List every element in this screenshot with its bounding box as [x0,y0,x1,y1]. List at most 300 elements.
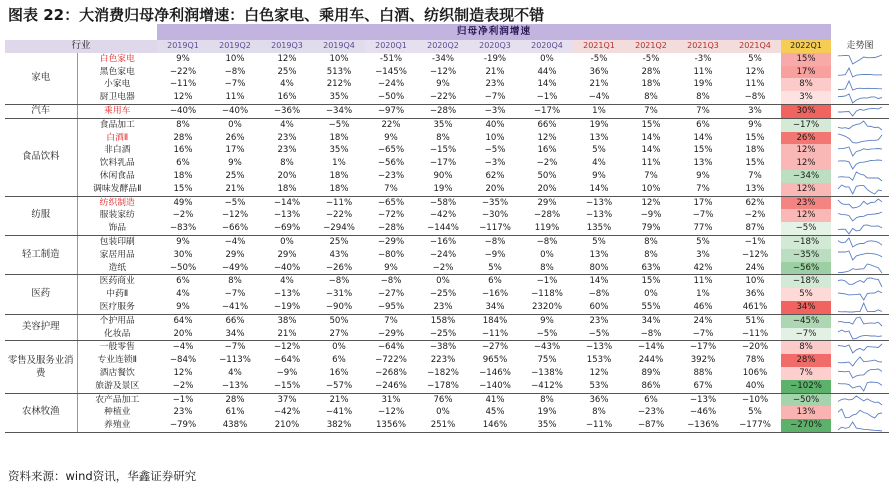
value-cell: 19% [417,183,469,196]
value-cell: 19% [537,407,557,418]
value-cell: −9% [276,367,298,378]
trend-sparkline-cell [831,144,889,157]
table-body [5,53,889,433]
trend-sparkline [837,80,883,91]
value-cell: 24% [693,315,713,326]
value-cell: −11% [469,328,521,341]
value-cell: 15% [745,132,765,143]
value-cell: 965% [482,355,508,366]
sparkline-line [838,330,882,339]
value-cell: 4% [280,119,294,130]
latest-value-cell: −5% [781,222,831,235]
value-cell: 244% [638,355,664,366]
value-cell: -5% [590,53,608,64]
table-row [5,249,889,262]
value-cell: 5% [748,53,762,64]
value-cell: 2320% [521,301,573,314]
value-cell: −79% [157,419,209,432]
value-cell: 3% [729,104,781,118]
value-cell: 36% [745,289,765,300]
sparkline-line [838,251,882,260]
value-cell: 27% [313,328,365,341]
value-cell: 26% [225,132,245,143]
value-cell: −412% [521,380,573,393]
value-cell: 9% [384,132,398,143]
value-cell: 24% [729,262,781,275]
value-cell: 9% [176,236,190,247]
value-cell: −4% [573,91,625,104]
trend-sparkline-cell [831,275,889,288]
trend-sparkline-cell [831,209,889,222]
value-cell: 9% [157,301,209,314]
value-cell: −113% [219,355,251,366]
value-cell: −2% [536,158,558,169]
sparkline-line [838,238,882,247]
trend-sparkline [837,302,883,313]
latest-value-cell: −102% [781,380,831,393]
value-cell: −1% [172,394,194,405]
value-cell: −28% [365,222,417,235]
value-cell: 28% [173,132,193,143]
value-cell: 8% [521,262,573,275]
value-cell: 6% [332,355,346,366]
latest-value-cell: 17% [781,66,831,79]
trend-sparkline-cell [831,419,889,432]
value-cell: 21% [209,183,261,196]
value-cell: 1% [696,289,710,300]
value-cell: 34% [469,301,521,314]
value-cell: 8% [228,276,242,287]
value-cell: −83% [157,222,209,235]
sparkline-line [838,264,882,273]
value-cell: 14% [589,276,609,287]
trend-sparkline [837,224,883,235]
value-cell: 25% [225,170,245,181]
value-cell: 79% [625,222,677,235]
value-cell: −25% [429,289,457,300]
value-cell: −8% [729,91,781,104]
value-cell: −90% [313,301,365,314]
sub-industry-label: 个护用品 [99,315,135,326]
value-cell: 62% [745,197,765,208]
trend-sparkline-cell [831,222,889,235]
header-period: 2021Q4 [729,40,781,53]
trend-sparkline-cell [831,341,889,354]
latest-value-cell: 15% [781,53,831,66]
table-row [5,66,889,79]
trend-sparkline-cell [831,104,889,118]
trend-sparkline-cell [831,354,889,367]
sparkline-line [838,212,882,221]
value-cell: −12% [273,342,301,353]
value-cell: 29% [225,249,245,260]
header-industry: 行业 [5,40,157,53]
value-cell: 22% [381,119,401,130]
latest-value-cell: 13% [781,406,831,419]
value-cell: 55% [625,301,677,314]
sub-industry-label: 化妆品 [77,328,157,341]
sparkline-line [838,369,882,378]
value-cell: −3% [484,158,506,169]
value-cell: −11% [169,79,197,90]
value-cell: −50% [365,91,417,104]
latest-value-cell: −35% [781,249,831,262]
trend-sparkline [837,368,883,379]
sparkline-line [838,121,882,130]
value-cell: 9% [592,170,606,181]
value-cell: −87% [625,419,677,432]
value-cell: −8% [484,236,506,247]
value-cell: −14% [637,342,665,353]
table-row [5,132,889,145]
value-cell: 8% [280,158,294,169]
value-cell: −42% [429,210,457,221]
sub-industry-label: 农产品加工 [95,394,140,405]
sub-industry-label: 医疗服务 [77,301,157,314]
value-cell: −117% [469,222,521,235]
sparkline-line [838,303,882,312]
latest-value-cell: 12% [781,144,831,157]
value-cell: 7% [365,183,417,196]
value-cell: 45% [485,407,505,418]
source-footnote: 资料来源：wind资讯，华鑫证券研究 [8,469,197,483]
value-cell: −29% [365,328,417,341]
value-cell: 438% [209,419,261,432]
value-cell: −25% [417,328,469,341]
value-cell: −177% [729,419,781,432]
value-cell: 12% [157,91,209,104]
sector-label: 家电 [5,53,77,105]
header-row-periods [5,40,889,53]
value-cell: 89% [641,367,661,378]
value-cell: −43% [533,342,561,353]
value-cell: −65% [377,197,405,208]
value-cell: 21% [589,79,609,90]
sparkline-line [838,317,882,326]
value-cell: 11% [693,276,713,287]
table-row [5,393,889,406]
trend-sparkline [837,211,883,222]
sparkline-line [838,199,882,208]
header-blank-trend [831,24,889,40]
sub-industry-label: 调味发酵品Ⅱ [77,183,157,196]
value-cell: −23% [377,170,405,181]
value-cell: −22% [325,210,353,221]
sector-label: 汽车 [5,104,77,118]
value-cell: −11% [325,197,353,208]
trend-sparkline [837,381,883,392]
value-cell: −26% [313,262,365,275]
sub-industry-label: 食品加工 [99,119,135,130]
value-cell: −13% [273,289,301,300]
value-cell: −22% [417,91,469,104]
value-cell: −80% [377,249,405,260]
value-cell: 18% [745,145,765,156]
value-cell: 20% [277,170,297,181]
sparkline-line [838,55,882,64]
header-period: 2021Q3 [677,40,729,53]
sparkline-line [838,225,882,234]
value-cell: 12% [641,197,661,208]
value-cell: 19% [693,79,713,90]
value-cell: −38% [429,342,457,353]
trend-sparkline [837,421,883,432]
sub-industry-label: 休闲食品 [99,170,135,181]
value-cell: −12% [741,249,769,260]
sparkline-line [838,81,882,90]
table-row [5,406,889,419]
value-cell: 10% [745,276,765,287]
value-cell: −268% [375,367,407,378]
value-cell: −178% [417,380,469,393]
value-cell: −722% [375,355,407,366]
trend-sparkline [837,93,883,104]
value-cell: −5% [573,328,625,341]
page-title: 图表 22：大消费归母净利润增速：白色家电、乘用车、白酒、纺织制造表现不错 [8,6,545,24]
value-cell: 18% [329,170,349,181]
table-row [5,196,889,209]
trend-sparkline [837,329,883,340]
value-cell: 10% [625,183,677,196]
value-cell: 23% [277,132,297,143]
value-cell: 41% [485,394,505,405]
value-cell: 6% [176,158,190,169]
sparkline-line [838,94,882,103]
latest-value-cell: 12% [781,157,831,170]
value-cell: 78% [745,355,765,366]
value-cell: −1% [521,91,573,104]
value-cell: −36% [261,104,313,118]
latest-value-cell: −17% [781,118,831,131]
value-cell: 10% [485,132,505,143]
value-cell: −118% [531,289,563,300]
value-cell: 34% [209,328,261,341]
sector-label: 美容护理 [5,314,77,341]
value-cell: 36% [589,394,609,405]
value-cell: −246% [365,380,417,393]
value-cell: 35% [433,119,453,130]
value-cell: 0% [644,289,658,300]
value-cell: 8% [436,132,450,143]
header-row-metric [5,24,889,40]
value-cell: −136% [677,419,729,432]
sub-industry-label: 非白酒 [104,145,131,156]
value-cell: −10% [741,394,769,405]
value-cell: 8% [592,407,606,418]
value-cell: 90% [433,170,453,181]
value-cell: 8% [644,236,658,247]
value-cell: −35% [481,197,509,208]
table-row [5,53,889,66]
value-cell: 1% [332,158,346,169]
header-period: 2021Q2 [625,40,677,53]
sub-industry-label: 造纸 [77,262,157,275]
trend-sparkline-cell [831,78,889,91]
value-cell: −146% [479,367,511,378]
sub-industry-label: 小家电 [104,79,131,90]
trend-sparkline [837,237,883,248]
value-cell: 60% [573,301,625,314]
sparkline-line [838,185,882,194]
value-cell: 223% [430,355,456,366]
value-cell: −9% [640,210,662,221]
value-cell: 17% [225,145,245,156]
latest-value-cell: 26% [781,132,831,145]
trend-sparkline [837,316,883,327]
value-cell: 42% [677,262,729,275]
value-cell: 0% [436,407,450,418]
value-cell: 88% [693,367,713,378]
value-cell: 76% [433,394,453,405]
value-cell: −97% [365,104,417,118]
value-cell: 14% [693,132,713,143]
value-cell: 23% [589,315,609,326]
value-cell: 18% [173,170,193,181]
value-cell: −66% [209,222,261,235]
value-cell: −95% [365,301,417,314]
value-cell: −1% [744,236,766,247]
latest-value-cell: −45% [781,314,831,327]
value-cell: 16% [261,91,313,104]
value-cell: −13% [209,380,261,393]
value-cell: −41% [209,301,261,314]
value-cell: −40% [261,262,313,275]
value-cell: -5% [642,53,660,64]
value-cell: 5% [592,236,606,247]
sub-industry-label: 饮料乳品 [99,158,135,169]
value-cell: 49% [173,197,193,208]
header-period: 2020Q4 [521,40,573,53]
header-period: 2019Q4 [313,40,365,53]
value-cell: −5% [224,197,246,208]
sector-label: 医药 [5,275,77,314]
value-cell: −13% [585,210,613,221]
sub-industry-label: 旅游及景区 [77,380,157,393]
trend-sparkline [837,198,883,209]
profit-growth-table [5,24,889,433]
sparkline-line [838,357,882,366]
value-cell: −40% [209,104,261,118]
value-cell: 210% [261,419,313,432]
trend-sparkline [837,250,883,261]
value-cell: 14% [573,183,625,196]
value-cell: 13% [589,249,609,260]
value-cell: 86% [625,380,677,393]
sub-industry-label: 养殖业 [77,419,157,432]
value-cell: 67% [677,380,729,393]
value-cell: −13% [585,342,613,353]
value-cell: 4% [228,367,242,378]
latest-value-cell: 8% [781,78,831,91]
trend-sparkline [837,290,883,301]
trend-sparkline [837,146,883,157]
value-cell: 5% [696,236,710,247]
value-cell: 53% [573,380,625,393]
latest-value-cell: 28% [781,354,831,367]
trend-sparkline [837,356,883,367]
value-cell: 461% [729,301,781,314]
value-cell: 8% [677,91,729,104]
value-cell: 184% [482,315,508,326]
sub-industry-label: 乘用车 [77,104,157,118]
value-cell: −58% [429,197,457,208]
value-cell: −2% [744,210,766,221]
value-cell: −24% [377,79,405,90]
value-cell: −49% [209,262,261,275]
value-cell: −17% [521,104,573,118]
value-cell: 9% [436,79,450,90]
value-cell: 31% [381,394,401,405]
table-row [5,183,889,196]
trend-sparkline-cell [831,170,889,183]
trend-sparkline-cell [831,328,889,341]
sub-industry-label: 家居用品 [99,249,135,260]
table-row [5,118,889,131]
trend-sparkline-cell [831,183,889,196]
value-cell: 6% [176,276,190,287]
value-cell: −7% [677,328,729,341]
trend-sparkline-cell [831,367,889,380]
value-cell: 9% [540,315,554,326]
value-cell: 13% [589,132,609,143]
table-row [5,354,889,367]
value-cell: 23% [173,407,193,418]
table-row [5,209,889,222]
value-cell: 75% [537,355,557,366]
value-cell: 513% [326,66,352,77]
value-cell: −8% [224,66,246,77]
trend-sparkline-cell [831,262,889,275]
sector-label: 纺服 [5,196,77,235]
value-cell: −27% [377,289,405,300]
table-row [5,380,889,393]
table-row [5,262,889,275]
value-cell: −2% [417,262,469,275]
value-cell: 19% [589,119,609,130]
value-cell: −13% [585,197,613,208]
table-row [5,78,889,91]
header-period: 2019Q1 [157,40,209,53]
value-cell: 12% [589,367,609,378]
sparkline-line [838,278,882,287]
value-cell: 9% [365,262,417,275]
value-cell: −42% [273,407,301,418]
table-row [5,314,889,327]
value-cell: 15% [745,158,765,169]
value-cell: 0% [540,249,554,260]
value-cell: 4% [280,79,294,90]
value-cell: 7% [748,170,762,181]
value-cell: 44% [537,66,557,77]
value-cell: −140% [469,380,521,393]
value-cell: −19% [261,301,313,314]
value-cell: 20% [469,183,521,196]
value-cell: 46% [677,301,729,314]
value-cell: −3% [469,104,521,118]
value-cell: 35% [313,91,365,104]
header-period: 2021Q1 [573,40,625,53]
value-cell: 28% [641,66,661,77]
header-period: 2019Q3 [261,40,313,53]
trend-sparkline-cell [831,406,889,419]
value-cell: 13% [729,183,781,196]
value-cell: −5% [521,328,573,341]
value-cell: 15% [693,145,713,156]
value-cell: 7% [644,170,658,181]
trend-sparkline [837,171,883,182]
trend-sparkline-cell [831,301,889,314]
value-cell: 9% [696,170,710,181]
